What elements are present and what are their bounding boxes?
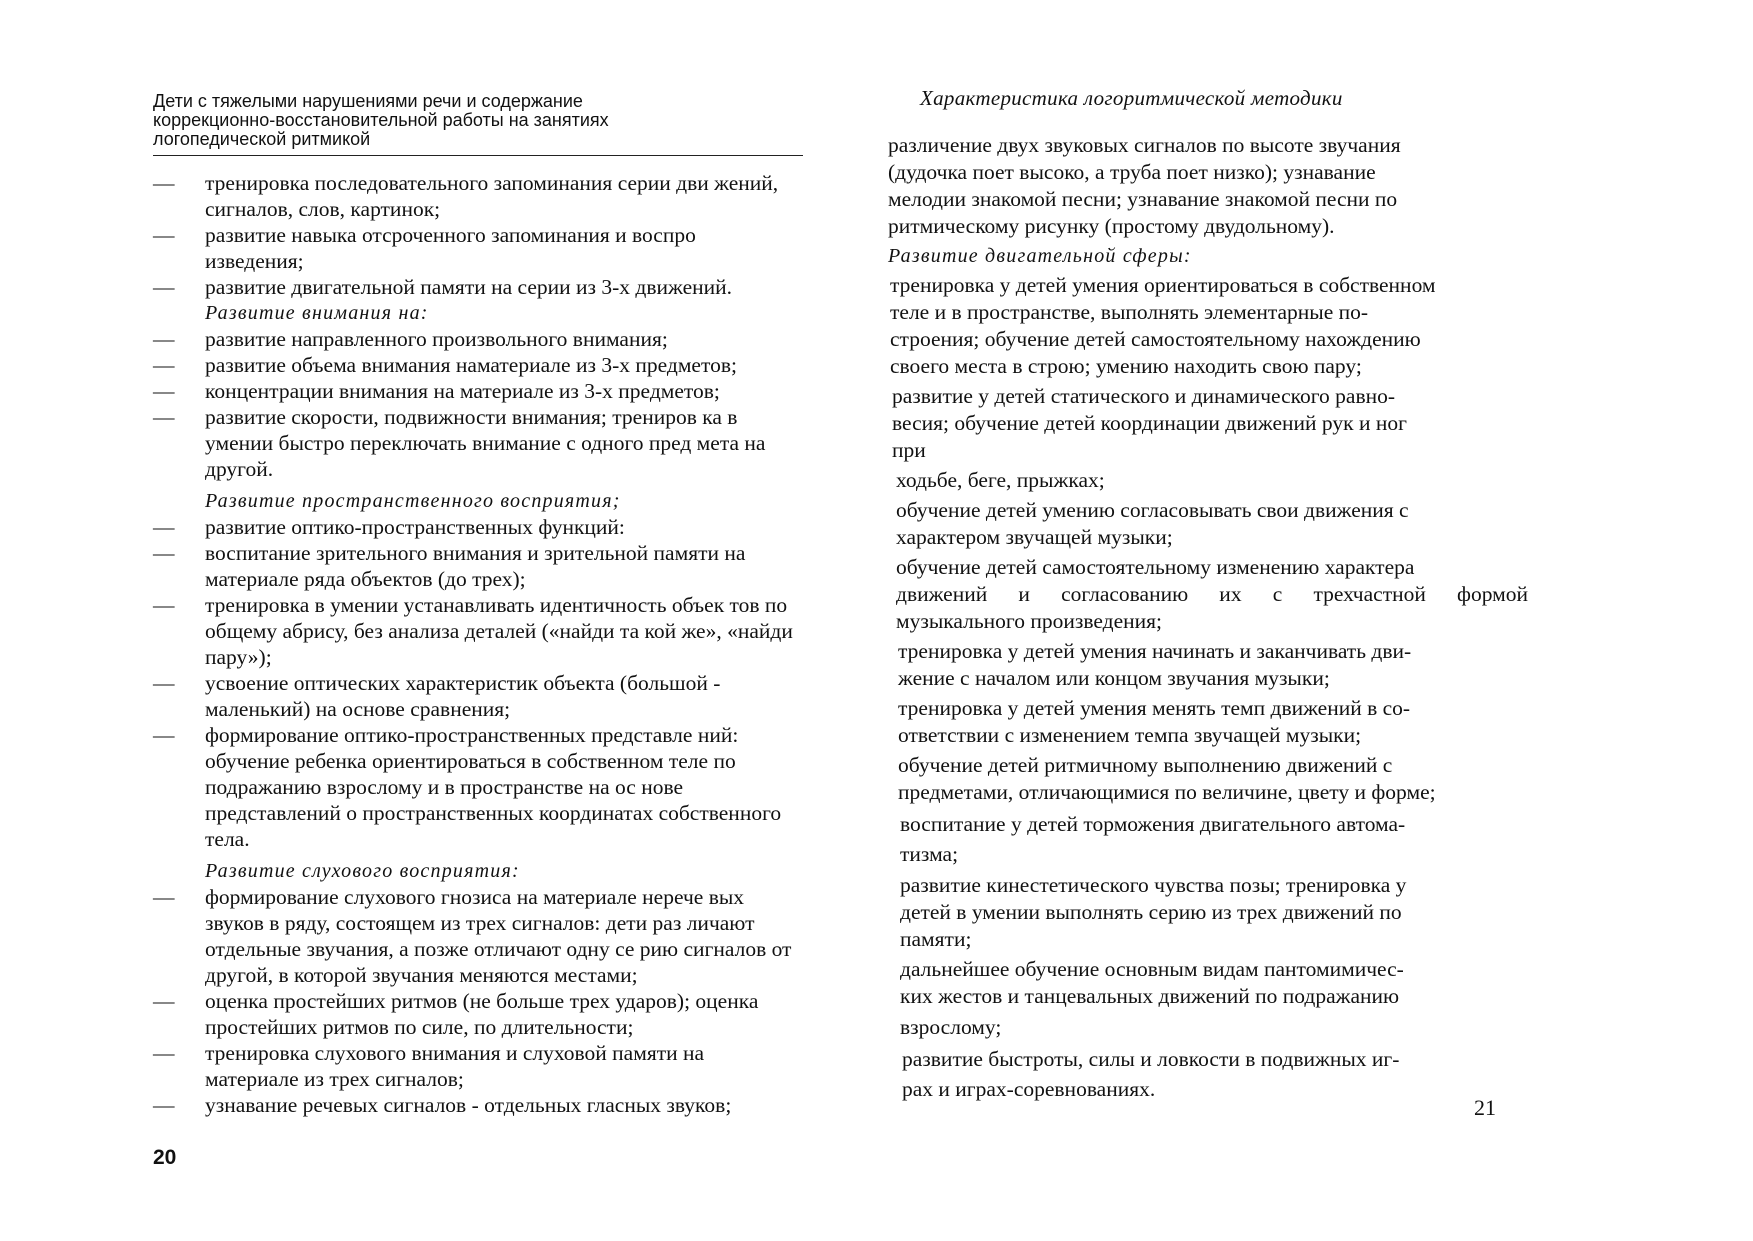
list-item [153,988,793,1040]
text-line: обучение детей умению согласовывать свои движения с [896,498,1409,522]
text-line: мелодии знакомой песни; узнавание знакомой песни по [888,187,1398,211]
list-item [153,1092,793,1118]
paragraph [888,638,1528,692]
dash: — [153,989,175,1013]
right-body [888,132,1528,1104]
text-line: (дудочка поет высоко, а труба поет низко); узнавание [888,160,1376,184]
paragraph [888,695,1528,749]
running-head-line: коррекционно-восстановительной работы на занятиях [153,110,609,130]
running-head-left [153,92,803,149]
item-text: концентрации внимания на материале из 3-х предметов; [205,379,720,403]
text-line: дальнейшее обучение основным видам пантомимичес- [900,957,1404,981]
dash: — [153,671,175,695]
section-heading-motor: Развитие двигательной сферы: [888,245,1192,267]
paragraph [888,467,1528,494]
item-text: развитие объема внимания наматериале из 3-х предметов; [205,353,737,377]
text-line: тренировка у детей умения ориентироваться в собственном [890,273,1436,297]
right-page [876,0,1753,1241]
text-line: весия; обучение детей координации движений рук и ног [892,411,1407,435]
list-item [153,540,793,592]
item-text: усвоение оптических характеристик объекта (большой - маленький) на основе сравнения; [205,671,721,721]
list-item [153,222,793,274]
paragraph [888,809,1528,869]
dash: — [153,327,175,351]
text-line: тренировка у детей умения менять темп движений в со- [898,696,1411,720]
text-line: тизма; [900,842,959,866]
text-line: движений и согласованию их с трехчастной формой [896,582,1528,606]
text-line: рах и играх-соревнованиях. [902,1077,1156,1101]
text-line: развитие кинестетического чувства позы; тренировка у [900,873,1407,897]
item-text: воспитание зрительного внимания и зрительной памяти на материале ряда объектов (до трех); [205,541,746,591]
text-line: предметами, отличающимися по величине, цвету и форме; [898,780,1436,804]
dash: — [153,1093,175,1117]
text-line: различение двух звуковых сигналов по высоте звучания [888,133,1401,157]
dash: — [153,885,175,909]
list-item [153,274,793,300]
text-line: развитие быстроты, силы и ловкости в подвижных иг- [902,1047,1400,1071]
text-line: памяти; [900,927,972,951]
item-text: тренировка слухового внимания и слуховой памяти на материале из трех сигналов; [205,1041,705,1091]
page-number-right: 21 [1474,1095,1496,1120]
list-item [153,884,793,988]
item-text: развитие скорости, подвижности внимания; трениров ка в умении быстро переключать внимание с одного пред мета на другой. [205,405,766,481]
item-text: развитие навыка отсроченного запоминания и воспро изведения; [205,223,696,273]
left-body [153,170,793,1118]
item-text: оценка простейших ритмов (не больше трех ударов); оценка простейших ритмов по силе, по длительности; [205,989,759,1039]
item-text: развитие двигательной памяти на серии из 3-х движений. [205,275,733,299]
text-line: воспитание у детей торможения двигательного автома- [900,812,1406,836]
item-text: узнавание речевых сигналов - отдельных гласных звуков; [205,1093,732,1117]
header-rule [153,155,803,156]
running-head-line: логопедической ритмикой [153,129,371,149]
text-line: ритмическому рисунку (простому двудольному). [888,214,1335,238]
running-head-right: Характеристика логоритмической методики [920,86,1343,110]
text-line: детей в умении выполнять серию из трех движений по [900,900,1402,924]
dash: — [153,515,175,539]
list-item [153,514,793,540]
paragraph [888,872,1528,953]
paragraph [888,956,1528,1041]
paragraph [888,1044,1528,1104]
text-line: взрослому; [900,1015,1002,1039]
text-line: развитие у детей статического и динамического равно- [892,384,1396,408]
list-item [153,592,793,670]
dash: — [153,223,175,247]
section-heading-auditory: Развитие слухового восприятия: [205,860,520,882]
text-line: ходьбе, беге, прыжках; [896,468,1105,492]
list-item [153,170,793,222]
left-page [0,0,876,1241]
list-item [153,378,793,404]
dash: — [153,541,175,565]
text-line: строения; обучение детей самостоятельному нахождению [890,327,1421,351]
text-line: своего места в строю; умению находить свою пару; [890,354,1362,378]
list-item [153,326,793,352]
list-item [153,352,793,378]
intro-paragraph [888,132,1528,240]
section-heading-spatial: Развитие пространственного восприятия; [205,490,621,512]
dash: — [153,405,175,429]
text-line: теле и в пространстве, выполнять элементарные по- [890,300,1369,324]
section-heading-attention: Развитие внимания на: [205,302,429,324]
page-number-left: 20 [153,1146,177,1169]
paragraph [888,383,1528,464]
list-item [153,670,793,722]
paragraph [888,497,1528,551]
dash: — [153,593,175,617]
text-line: музыкального произведения; [896,609,1162,633]
dash: — [153,723,175,747]
list-item [153,1040,793,1092]
paragraph [888,272,1528,380]
item-text: формирование оптико-пространственных представле ний: обучение ребенка ориентироваться в собственном теле по подражанию взрослому и в пространстве на ос нове представлений о пространственных координатах собственного тела. [205,723,782,851]
text-line: при [892,438,926,462]
dash: — [153,275,175,299]
item-text: тренировка последовательного запоминания серии дви жений, сигналов, слов, картинок; [205,171,779,221]
list-item [153,722,793,852]
item-text: развитие оптико-пространственных функций: [205,515,625,539]
dash: — [153,353,175,377]
dash: — [153,171,175,195]
text-line: ких жестов и танцевальных движений по подражанию [900,984,1400,1008]
text-line: тренировка у детей умения начинать и заканчивать дви- [898,639,1412,663]
paragraph [888,554,1528,635]
dash: — [153,1041,175,1065]
paragraph [888,752,1528,806]
dash: — [153,379,175,403]
text-line: обучение детей ритмичному выполнению движений с [898,753,1393,777]
item-text: развитие направленного произвольного внимания; [205,327,668,351]
item-text: тренировка в умении устанавливать идентичность объек тов по общему абрису, без анализа деталей («найди та кой же», «найди пару»); [205,593,793,669]
list-item [153,404,793,482]
text-line: жение с началом или концом звучания музыки; [898,666,1330,690]
text-line: характером звучащей музыки; [896,525,1173,549]
item-text: формирование слухового гнозиса на материале нерече вых звуков в ряду, состоящем из трех сигналов: дети раз личают отдельные звучания, а позже отличают одну се рию сигналов от другой, в которой звучания меняются местами; [205,885,792,987]
text-line: ответствии с изменением темпа звучащей музыки; [898,723,1362,747]
text-line: обучение детей самостоятельному изменению характера [896,555,1415,579]
running-head-line: Дети с тяжелыми нарушениями речи и содержание [153,91,583,111]
